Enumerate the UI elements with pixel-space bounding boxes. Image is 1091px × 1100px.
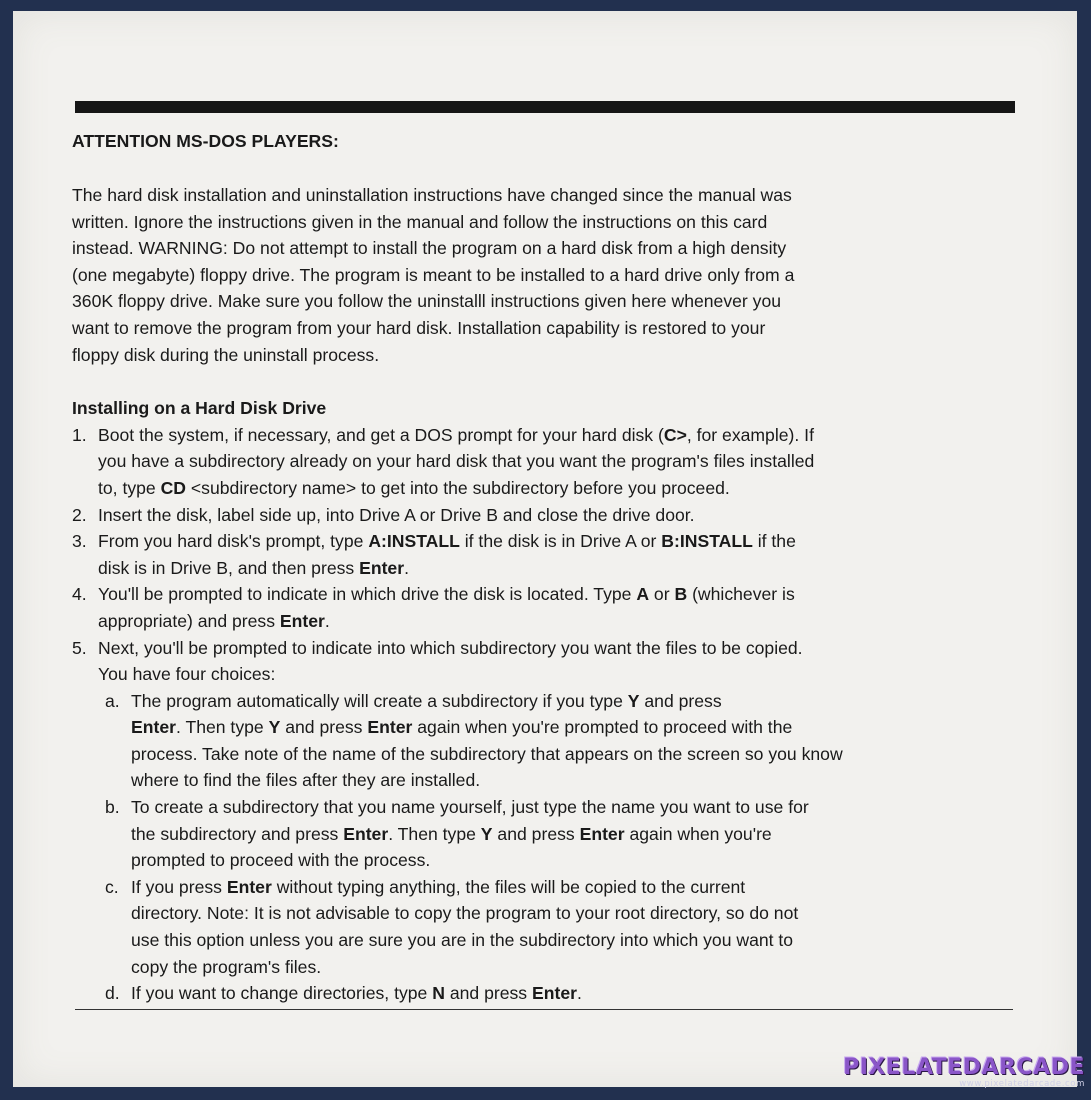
text-run: <subdirectory name> to get into the subdirectory before you proceed. <box>186 477 730 498</box>
choice-item <box>72 794 1022 874</box>
bold-key: Enter <box>279 610 325 631</box>
text-run: directory. Note: It is not advisable to copy the program to your root directory, so do not <box>131 903 799 924</box>
text-run: and press <box>492 823 580 844</box>
choice-letter: a. <box>105 690 120 711</box>
text-run: if the disk is in Drive A or <box>459 531 662 552</box>
bold-key: CD <box>160 477 187 498</box>
bold-key: B:INSTALL <box>661 531 753 552</box>
text-line <box>131 847 1022 874</box>
text-run: the subdirectory and press <box>131 823 344 844</box>
step-item <box>72 528 1022 581</box>
text-run: and press <box>280 717 368 738</box>
text-line <box>98 661 1022 688</box>
text-run: if the <box>752 531 796 552</box>
text-line <box>98 635 1022 662</box>
text-run: , for example). If <box>686 424 814 445</box>
text-line <box>98 608 1022 635</box>
text-line <box>131 900 1022 927</box>
intro-line: floppy disk during the uninstall process. <box>72 344 380 365</box>
bold-key: Enter <box>131 717 176 738</box>
top-rule <box>75 101 1015 113</box>
bold-key: Enter <box>359 557 405 578</box>
bold-key: Y <box>268 717 281 738</box>
text-run: or <box>649 584 675 605</box>
bold-key: Enter <box>226 876 272 897</box>
text-line <box>131 927 1022 954</box>
text-line <box>131 980 1022 1007</box>
step-item <box>72 422 1022 502</box>
text-line <box>131 874 1022 901</box>
text-run: you have a subdirectory already on your hard disk that you want the program's files installed <box>98 451 815 472</box>
bold-key: C> <box>663 424 687 445</box>
text-run: . Then type <box>175 717 269 738</box>
text-run: use this option unless you are sure you are in the subdirectory into which you want to <box>131 930 794 951</box>
text-run: . <box>576 983 582 1004</box>
text-run: From you hard disk's prompt, type <box>98 531 369 552</box>
text-line <box>98 422 1022 449</box>
text-run: prompted to proceed with the process. <box>131 850 431 871</box>
text-run: process. Take note of the name of the subdirectory that appears on the screen so you know <box>131 743 843 764</box>
bold-key: Enter <box>579 823 625 844</box>
text-run: You'll be prompted to indicate in which drive the disk is located. Type <box>98 584 637 605</box>
text-run: Boot the system, if necessary, and get a DOS prompt for your hard disk ( <box>98 424 664 445</box>
step-number: 4. <box>72 584 87 605</box>
choice-item <box>72 688 1022 794</box>
text-run: and press <box>444 983 532 1004</box>
text-line <box>131 714 1022 741</box>
text-run: appropriate) and press <box>98 610 280 631</box>
choice-item <box>72 980 1022 1007</box>
text-line <box>98 448 1022 475</box>
choices-list <box>72 688 1022 1007</box>
text-run: where to find the files after they are installed. <box>131 770 481 791</box>
bold-key: A <box>636 584 650 605</box>
choice-letter: b. <box>105 797 120 818</box>
text-line <box>98 502 1022 529</box>
watermark-logo: PIXELATEDARCADE <box>843 1055 1085 1080</box>
text-run: disk is in Drive B, and then press <box>98 557 360 578</box>
intro-line: (one megabyte) floppy drive. The program is meant to be installed to a hard drive only from a <box>72 264 795 285</box>
bold-key: Enter <box>367 717 413 738</box>
text-line <box>98 528 1022 555</box>
intro-paragraph <box>72 182 1022 368</box>
instruction-card <box>13 11 1077 1087</box>
choice-letter: c. <box>105 876 119 897</box>
watermark-url: www.pixelatedarcade.com <box>959 1079 1085 1089</box>
text-run: . <box>404 557 409 578</box>
choice-letter: d. <box>105 983 120 1004</box>
step-number: 2. <box>72 504 87 525</box>
text-line <box>131 954 1022 981</box>
step-item <box>72 635 1022 688</box>
choice-item <box>72 874 1022 980</box>
text-line <box>131 688 1022 715</box>
text-run: The program automatically will create a subdirectory if you type <box>131 690 628 711</box>
text-line <box>98 581 1022 608</box>
text-run: to, type <box>98 477 161 498</box>
step-number: 1. <box>72 424 87 445</box>
text-run: Insert the disk, label side up, into Drive A or Drive B and close the drive door. <box>98 504 695 525</box>
steps-list <box>72 422 1022 688</box>
bold-key: Y <box>627 690 640 711</box>
intro-line: instead. WARNING: Do not attempt to install the program on a hard disk from a high density <box>72 238 787 259</box>
text-run: . Then type <box>388 823 481 844</box>
bold-key: A:INSTALL <box>368 531 460 552</box>
text-line <box>131 741 1022 768</box>
step-number: 3. <box>72 531 87 552</box>
text-line <box>131 821 1022 848</box>
bold-key: Y <box>480 823 493 844</box>
bold-key: B <box>674 584 688 605</box>
intro-line: The hard disk installation and uninstallation instructions have changed since the manual was <box>72 185 792 205</box>
text-run: Next, you'll be prompted to indicate into which subdirectory you want the files to be copied. <box>98 637 803 658</box>
bold-key: Enter <box>343 823 389 844</box>
text-line <box>131 767 1022 794</box>
intro-line: written. Ignore the instructions given in the manual and follow the instructions on this card <box>72 211 768 232</box>
text-run: again when you're <box>624 823 772 844</box>
text-run: and press <box>639 690 722 711</box>
text-run: again when you're prompted to proceed with the <box>412 717 793 738</box>
text-run: If you want to change directories, type <box>131 983 433 1004</box>
text-run: copy the program's files. <box>131 956 322 977</box>
text-run: without typing anything, the files will be copied to the current <box>271 876 746 897</box>
bold-key: N <box>432 983 445 1004</box>
text-run: To create a subdirectory that you name yourself, just type the name you want to use for <box>131 797 809 818</box>
card-content <box>72 128 1022 1007</box>
watermark <box>843 1057 1085 1089</box>
text-run: If you press <box>131 876 227 897</box>
step-item <box>72 502 1022 529</box>
bold-key: Enter <box>531 983 577 1004</box>
text-line <box>98 475 1022 502</box>
text-line <box>131 794 1022 821</box>
section-title: Installing on a Hard Disk Drive <box>72 398 327 419</box>
text-run: (whichever is <box>687 584 795 605</box>
text-line <box>98 555 1022 582</box>
text-run: You have four choices: <box>98 664 276 685</box>
step-item <box>72 581 1022 634</box>
intro-line: 360K floppy drive. Make sure you follow the uninstalll instructions given here whenever you <box>72 291 782 312</box>
intro-line: want to remove the program from your hard disk. Installation capability is restored to your <box>72 317 766 338</box>
card-heading: ATTENTION MS-DOS PLAYERS: <box>72 131 339 151</box>
text-run: . <box>324 610 330 631</box>
bottom-rule <box>75 1009 1013 1010</box>
step-number: 5. <box>72 637 87 658</box>
